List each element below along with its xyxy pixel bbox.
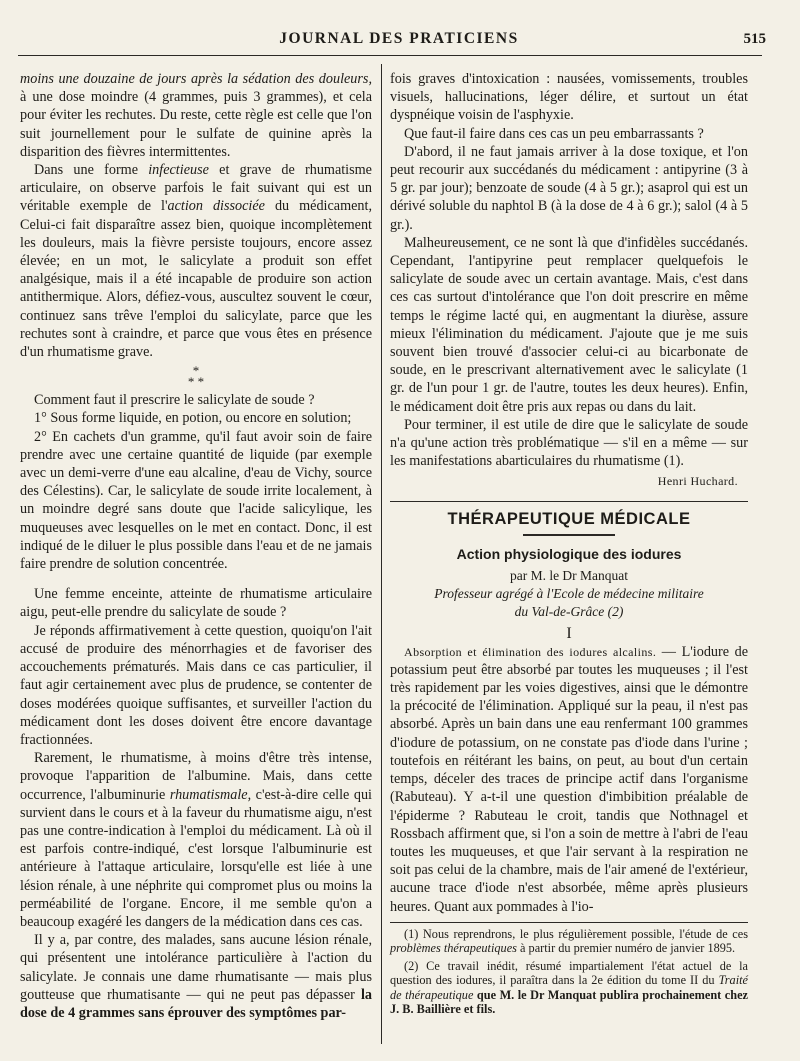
footnote	[390, 959, 748, 1016]
paragraph	[390, 416, 748, 471]
paragraph	[20, 585, 372, 621]
paragraph	[20, 428, 372, 574]
text-run: (1) Nous reprendrons, le plus régulièrement possible, l'étude de ces	[404, 926, 748, 941]
text-run: Dans une forme	[34, 162, 149, 179]
paragraph	[20, 931, 372, 1022]
chapter-number: I	[566, 624, 572, 642]
text-run: à une dose moindre (4 grammes, puis 3 grammes), et cela pour éviter les rechutes. Du reste, cette règle est celle que l'on suit journellement pour le sulfate de quinine après la disparition des fièvres intermittentes.	[20, 89, 372, 160]
text-run: du médicament, Celui-ci fait disparaître assez bien, quoique incomplètement les douleurs, mais la fièvre persiste toujours, encore assez élevée; en un mot, le salicylate a produit son effet analgésique, mais il a été incapable de produire son action antithermique. Alors, défiez-vous, auscultez souvent le cœur, continuez sans trêve l'emploi du salicylate, parce que les rechutes sont à craindre, et parce que vous êtes en présence d'un rhumatisme grave.	[20, 198, 372, 361]
text-run: fois graves d'intoxication : nausées, vomissements, troubles visuels, hallucinations, léger délire, et surtout un état dyspnéique voisin de l'asphyxie.	[390, 71, 748, 124]
text-run: Une femme enceinte, atteinte de rhumatisme articulaire aigu, peut-elle prendre du salicylate de soude ?	[20, 586, 372, 621]
section-title: THÉRAPEUTIQUE MÉDICALE	[447, 509, 691, 528]
section-break-stars: * * *	[187, 363, 205, 390]
paragraph	[390, 234, 748, 416]
text-run: D'abord, il ne faut jamais arriver à la dose toxique, et l'on peut recourir aux succédanés du médicament : antipyrine (3 à 5 gr. par jour); benzoate de soude (4 à 5 gr.); asaprol qui est un dérivé soluble du naphtol B (à la dose de 4 à 6 gr.); salol (4 à 5 gr.).	[390, 143, 748, 233]
text-run: Traité de thérapeutique	[390, 973, 748, 1002]
paragraph-lead: Absorption et élimination des iodures alcalins.	[404, 644, 657, 659]
text-run: problèmes thérapeutiques	[390, 940, 517, 955]
left-column	[20, 70, 372, 1022]
paragraph	[20, 622, 372, 749]
paragraph	[390, 143, 748, 234]
text-run: Pour terminer, il est utile de dire que le salicylate de soude n'a qu'une action très problématique — s'il en a même — sur les manifestations abarticulaires du rhumatisme (1).	[390, 416, 748, 470]
paragraph	[20, 70, 372, 161]
paragraph	[20, 161, 372, 361]
text-run: c'est-à-dire celle qui survient dans le cours et à la faveur du rhumatisme aigu, n'est pas une contre-indication à l'emploi du médicament. Là où il est parfois contre-indiqué, c'est lorsque l'albuminurie est antérieure à l'attaque articulaire, lorsqu'elle est liée à une lésion rénale, à une néphrite qui compromet plus ou moins la perméabilité de l'organe. Encore, il me semble qu'on a beaucoup exagéré les dangers de la médication dans ces cas.	[20, 786, 372, 930]
text-run: Que faut-il faire dans ces cas un peu embarrassants ?	[404, 125, 704, 142]
footnote	[390, 927, 748, 955]
text-run: que M. le Dr Manquat publira prochainement chez J. B. Baillière et fils.	[390, 987, 748, 1016]
text-run: Rarement, le rhumatisme, à moins d'être très intense, provoque l'apparition de l'albumine. Mais, dans cette occurrence, l'albuminurie	[20, 750, 372, 803]
text-run: moins une douzaine de jours après la sédation des douleurs,	[20, 71, 372, 87]
paragraph-body	[390, 644, 748, 915]
text-run: Comment faut il prescrire le salicylate de soude ?	[34, 392, 315, 409]
text-run: rhumatismale,	[169, 786, 252, 803]
text-run: 2° En cachets d'un gramme, qu'il faut avoir soin de faire prendre avec une certaine quantité de liquide (par exemple avec un demi-verre d'une eau alcaline, d'eau de Vichy, source des Célestins). Car, le salicylate de soude irrite localement, à un moindre degré sans doute que l'acide salicylique, les muqueuses avec lesquelles on le met en contact. Donc, il est indiqué de le diluer le plus possible dans l'eau et de ne jamais faire prendre de solution concentrée.	[20, 428, 372, 573]
text-run: et grave de rhumatisme articulaire, on observe parfois le fait suivant qui est un véritable exemple de l'	[20, 162, 372, 215]
right-column	[390, 70, 748, 1016]
footnote-rule	[390, 922, 748, 923]
text-run: (2) Ce travail inédit, résumé impartialement l'état actuel de la question des iodures, il paraîtra dans la 2e édition du tome II du	[390, 959, 748, 988]
author-affiliation: Professeur agrégé à l'Ecole de médecine militaire	[434, 585, 704, 601]
text-run: la dose de 4 grammes sans éprouver des symptômes par-	[20, 986, 372, 1021]
paragraph	[390, 125, 748, 143]
text-run: — L'iodure de potassium peut être absorbé par toutes les muqueuses ; il l'est très rapidement par les voies digestives, ainsi que le démontre la précocité de l'élimination. Appliqué sur la peau, il n'est pas absorbé. Après un bain dans une eau renfermant 100 grammes d'iodure de potassium, on ne constate pas d'iode dans l'urine ; toutefois en réitérant les bains, on peut, au bout d'un certain temps, déceler des traces de principe actif dans l'organisme (Rabuteau). Y a-t-il une question d'imbibition préalable de l'épiderme ? Rabuteau le croit, tandis que Nothnagel et Rossbach affirment que, si l'on a soin de mettre à l'abri de l'eau toutes les muqueuses, et que l'air servant à la respiration ne soit pas celui de la chambre, mais de l'air amené de l'extérieur, aucune trace d'iode n'est absorbée, même après plusieurs heures. Quant aux pommades à l'io-	[390, 643, 749, 915]
section-rule	[390, 501, 748, 502]
paragraph-gap	[20, 573, 372, 585]
paragraph	[20, 409, 372, 427]
paragraph	[20, 749, 372, 931]
text-run: Il y a, par contre, des malades, sans aucune lésion rénale, qui présentent une intolérance particulière à l'action du salicylate. Je connais une dame rhumatisante — mais plus goutteuse que rhumatisante — qui ne peut pas dépasser	[20, 932, 372, 1003]
page-number: 515	[743, 31, 766, 47]
text-run: 1° Sous forme liquide, en potion, ou encore en solution;	[34, 410, 352, 427]
paragraph	[390, 70, 748, 125]
paragraph	[20, 391, 372, 409]
text-run: Je réponds affirmativement à cette question, quoiqu'on l'ait accusé de produire des ménorrhagies et de favoriser des accouchements prématurés. Mais dans ce cas particulier, il faut agir certainement avec plus de prudence, se contenter de doses modérées quoique suffisantes, et surveiller l'action du médicament dont les doses doivent être encore davantage fractionnées.	[20, 622, 372, 748]
text-run: à partir du premier numéro de janvier 1895.	[516, 940, 736, 955]
section-title-underline	[523, 534, 615, 536]
article-author: par M. le Dr Manquat	[509, 567, 629, 583]
header-rule	[18, 55, 762, 56]
journal-title: JOURNAL DES PRATICIENS	[279, 30, 519, 47]
paragraph	[390, 643, 748, 916]
author-affiliation: du Val-de-Grâce (2)	[514, 603, 624, 619]
page-header	[18, 30, 780, 54]
column-divider	[381, 64, 382, 1044]
text-run: Malheureusement, ce ne sont là que d'infidèles succédanés. Cependant, l'antipyrine peut remplacer quelquefois le salicylate de soude avec un certain avantage. Mais, c'est dans ces cas surtout d'intolérance que l'on doit prescrire en même temps le régime lacté qui, en augmentant la diurèse, assure mieux l'élimination du médicament. J'ajoute que je me suis souvent bien trouvé d'associer celui-ci au bicarbonate de soude, en le prescrivant alternativement avec le salicylate (1 gr. de l'un pour 1 gr. de l'autre, toutes les deux heures). Enfin, le médicament doit être pris aux repas ou dans du lait.	[390, 234, 748, 415]
text-run: action dissociée	[167, 198, 265, 215]
author-signature: Henri Huchard.	[657, 474, 738, 489]
text-run: infectieuse	[148, 162, 209, 179]
article-title: Action physiologique des iodures	[456, 545, 682, 562]
